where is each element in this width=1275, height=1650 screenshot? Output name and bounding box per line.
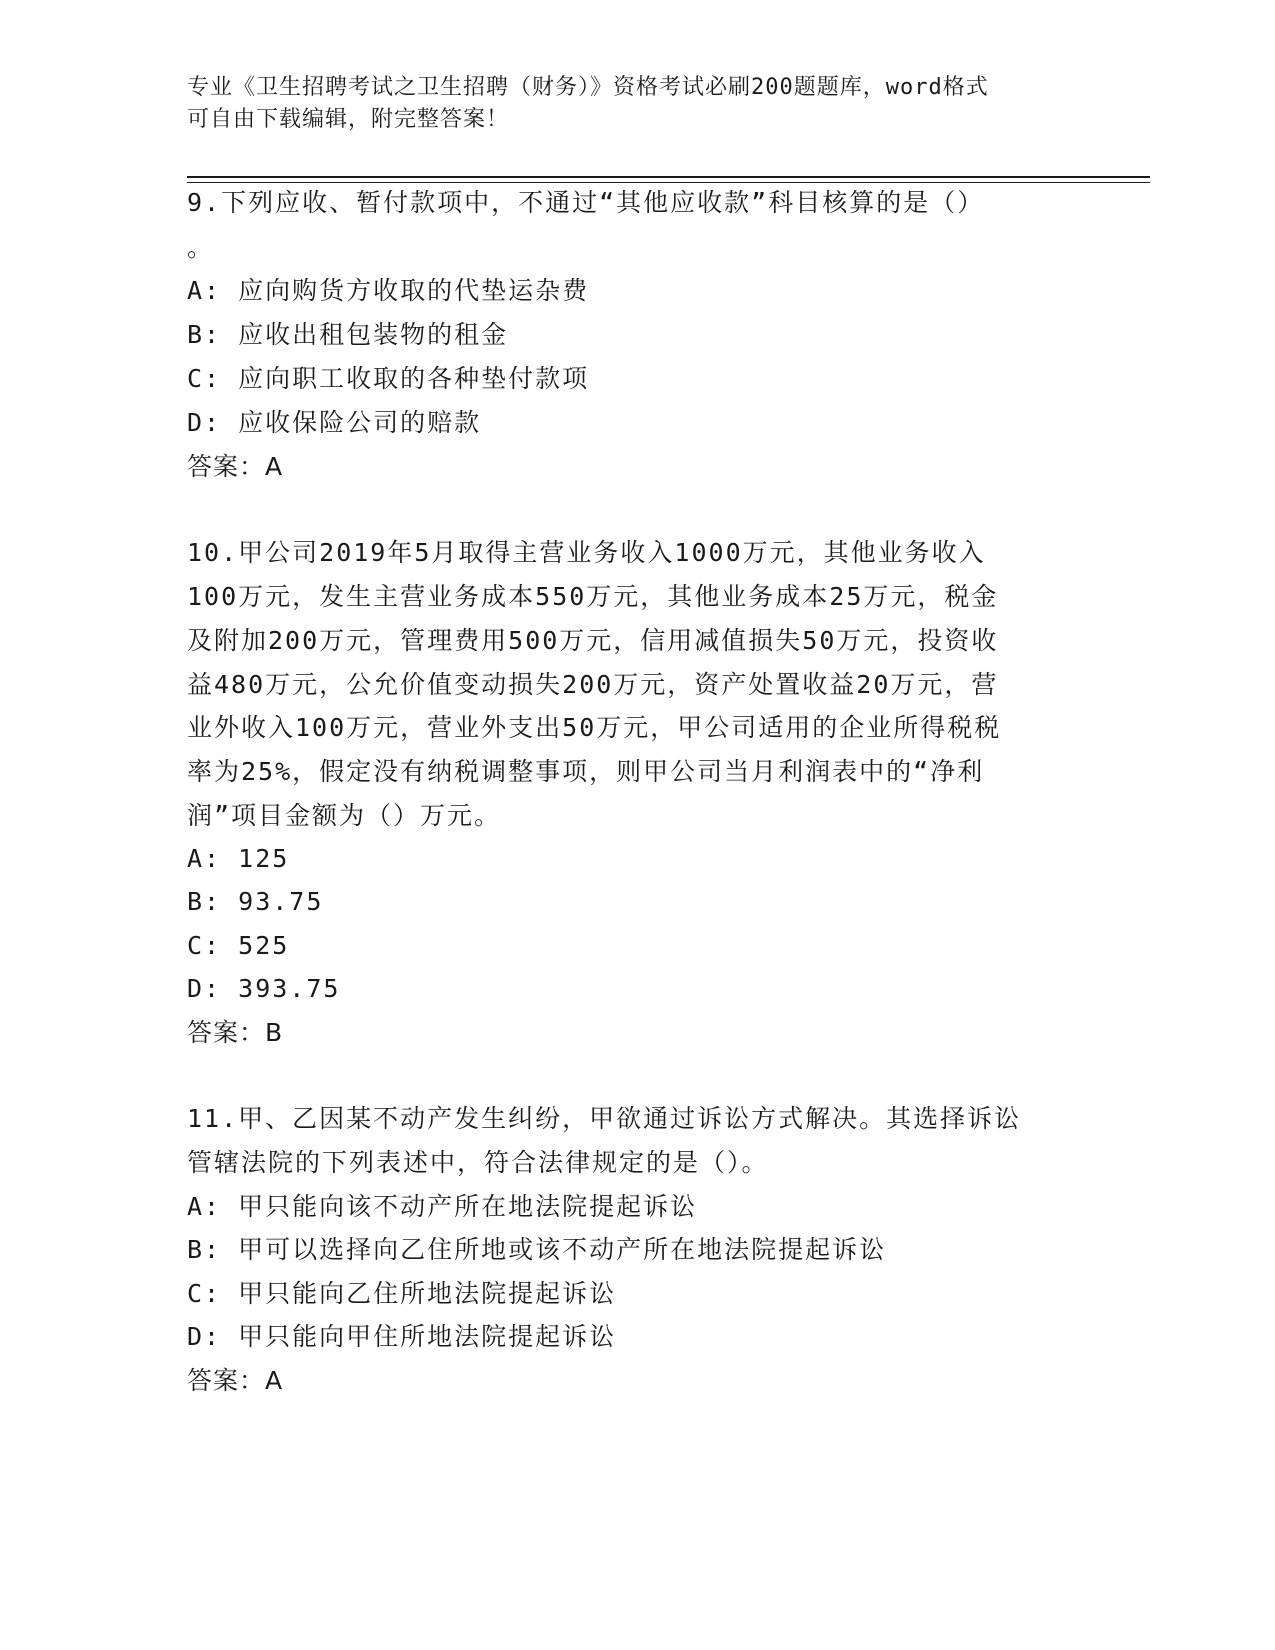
- header-line-2: 可自由下载编辑，附完整答案！: [187, 107, 510, 132]
- question-11-stem-line-1: 11.甲、乙因某不动产发生纠纷，甲欲通过诉讼方式解决。其选择诉讼: [187, 1104, 1022, 1133]
- question-11-stem-line-2: 管辖法院的下列表述中，符合法律规定的是（）。: [187, 1148, 769, 1177]
- question-10-stem-line-4: 益480万元，公允价值变动损失200万元，资产处置收益20万元，营: [187, 670, 999, 699]
- question-9-stem-line-1: 9.下列应收、暂付款项中，不通过“其他应收款”科目核算的是（）: [187, 188, 985, 217]
- question-10-stem-line-6: 率为25%，假定没有纳税调整事项，则甲公司当月利润表中的“净利: [187, 757, 985, 786]
- question-11-option-a: A: 甲只能向该不动产所在地法院提起诉讼: [187, 1192, 698, 1221]
- header-divider-thick: [187, 176, 1150, 178]
- question-9-option-c: C: 应向职工收取的各种垫付款项: [187, 364, 590, 393]
- question-11-option-c: C: 甲只能向乙住所地法院提起诉讼: [187, 1279, 617, 1308]
- question-10-stem-line-5: 业外收入100万元，营业外支出50万元，甲公司适用的企业所得税税: [187, 713, 1002, 742]
- question-9-answer: 答案：A: [187, 452, 284, 481]
- question-10-option-b: B: 93.75: [187, 887, 324, 916]
- question-10-stem-line-1: 10.甲公司2019年5月取得主营业务收入1000万元，其他业务收入: [187, 538, 986, 567]
- question-9-stem-line-2: 。: [187, 233, 215, 262]
- question-9-option-d: D: 应收保险公司的赔款: [187, 408, 482, 437]
- question-9-option-a: A: 应向购货方收取的代垫运杂费: [187, 276, 590, 305]
- question-10-option-d: D: 393.75: [187, 974, 341, 1003]
- document-header: [187, 72, 1087, 136]
- question-10-stem-line-3: 及附加200万元，管理费用500万元，信用减值损失50万元，投资收: [187, 626, 999, 655]
- question-10-answer: 答案：B: [187, 1018, 284, 1047]
- question-11-option-b: B: 甲可以选择向乙住所地或该不动产所在地法院提起诉讼: [187, 1235, 887, 1264]
- question-10-stem-line-7: 润”项目金额为（）万元。: [187, 801, 502, 830]
- question-10-option-c: C: 525: [187, 931, 290, 960]
- question-11-option-d: D: 甲只能向甲住所地法院提起诉讼: [187, 1322, 617, 1351]
- question-11-answer: 答案：A: [187, 1366, 284, 1395]
- header-line-1: 专业《卫生招聘考试之卫生招聘（财务）》资格考试必刷200题题库，word格式: [187, 75, 989, 100]
- question-10-option-a: A: 125: [187, 844, 290, 873]
- question-10-stem-line-2: 100万元，发生主营业务成本550万元，其他业务成本25万元，税金: [187, 582, 999, 611]
- question-9-option-b: B: 应收出租包装物的租金: [187, 320, 509, 349]
